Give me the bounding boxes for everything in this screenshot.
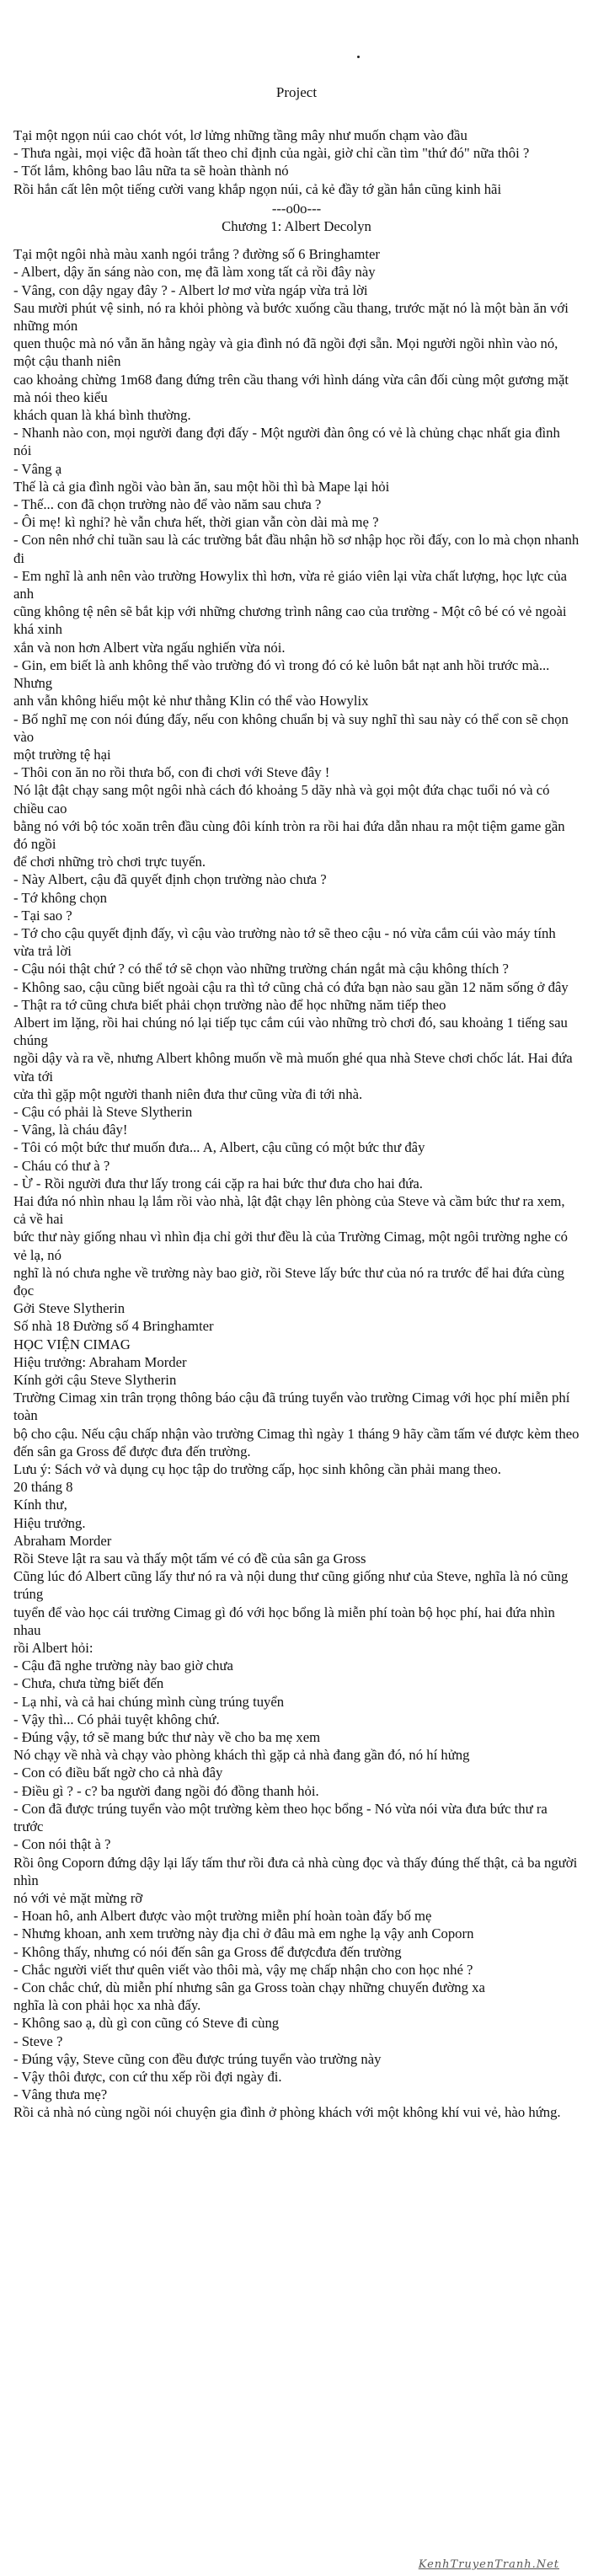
story-line: Abraham Morder (13, 1532, 112, 1549)
story-line: bộ cho cậu. Nếu cậu chấp nhận vào trường Cimag thì ngày 1 tháng 9 hãy cầm tấm vé được kèm theo (13, 1425, 580, 1442)
story-line: tuyển để vào học cái trường Cimag gì đó với học bổng là miễn phí toàn bộ học phí, hai đứa nhìn nhau (13, 1604, 555, 1638)
story-line: - Nhanh nào con, mọi người đang đợi đấy - Một người đàn ông có vẻ là chủng chạc nhất gia đình nói (13, 425, 560, 459)
story-line: - Tôi có một bức thư muốn đưa... A, Albert, cậu cũng có một bức thư đây (13, 1139, 425, 1156)
story-line: - Chắc người viết thư quên viết vào thôi mà, vậy mẹ chấp nhận cho con học nhé ? (13, 1961, 473, 1978)
watermark-text: KenhTruyenTranh.Net (418, 2558, 559, 2571)
story-line: Cũng lúc đó Albert cũng lấy thư nó ra và nội dung thư cũng giống như của Steve, nghĩa là nó cũng trúng (13, 1568, 569, 1603)
story-line: quen thuộc mà nó vẫn ăn hằng ngày và gia đình nó đã ngồi đợi sẵn. Mọi người ngồi nhìn vào nó, một cậu thanh niên (13, 335, 558, 370)
story-line: anh vẫn không hiểu một kẻ như thằng Klin có thể vào Howylix (13, 693, 369, 710)
story-line: bằng nó với bộ tóc xoăn trên đầu cùng đôi kính tròn ra rồi hai đứa dẫn nhau ra một tiệm game gần đó ngồi (13, 817, 565, 852)
story-line: Rồi ông Coporn đứng dậy lại lấy tấm thư rồi đưa cả nhà cùng đọc và thấy đúng thế thật, cả ba người nhìn (13, 1854, 578, 1888)
story-line: - Con nói thật à ? (13, 1836, 111, 1853)
story-line: - Không sao, cậu cũng biết ngoài cậu ra thì tớ cũng chả có đứa bạn nào sau gần 12 năm sống ở đây (13, 978, 569, 995)
intro-paragraph: Rồi hắn cất lên một tiếng cười vang khắp ngọn núi, cả kẻ đầy tớ gần hắn cũng kinh hãi (13, 180, 502, 197)
story-line: Albert im lặng, rồi hai chúng nó lại tiếp tục cắm cúi vào những trò chơi đó, sau khoảng 1 tiếng sau chúng (13, 1014, 568, 1049)
story-line: - Nhưng khoan, anh xem trường này địa chỉ ở đâu mà em nghe lạ vậy anh Coporn (13, 1925, 474, 1942)
story-line: Sau mười phút vệ sinh, nó ra khỏi phòng và bước xuống cầu thang, trước mặt nó là một bàn ăn với những món (13, 299, 569, 335)
story-line: - Đúng vậy, Steve cũng con đều được trúng tuyển vào trường này (13, 2050, 382, 2067)
story-line: - Con có điều bất ngờ cho cả nhà đây (13, 1765, 223, 1781)
chapter-title: Chương 1: Albert Decolyn (222, 218, 371, 235)
story-line: - Vâng thưa mẹ? (13, 2086, 108, 2103)
story-line: - Chưa, chưa từng biết đến (13, 1675, 164, 1692)
story-line: Kính thư, (13, 1497, 67, 1513)
story-line: - Cậu nói thật chứ ? có thể tớ sẽ chọn vào những trường chán ngắt mà cậu không thích ? (13, 961, 509, 977)
story-line: Lưu ý: Sách vở và dụng cụ học tập do trường cấp, học sinh không cần phải mang theo. (13, 1461, 501, 1478)
story-line: Nó lật đật chạy sang một ngôi nhà cách đó khoảng 5 dãy nhà và gọi một đứa chạc tuổi nó và có chiều cao (13, 782, 550, 817)
document-title: Project (275, 84, 318, 100)
intro-paragraph: - Tốt lắm, không bao lâu nữa ta sẽ hoàn thành nó (13, 163, 289, 179)
story-line: - Albert, dậy ăn sáng nào con, mẹ đã làm xong tất cả rồi đây này (13, 264, 376, 281)
story-line: Hiệu trưởng. (13, 1514, 86, 1531)
story-line: - Không sao ạ, dù gì con cũng có Steve đi cùng (13, 2015, 280, 2032)
story-line: Rồi Steve lật ra sau và thấy một tấm vé có đề của sân ga Gross (13, 1550, 366, 1567)
story-line: - Ôi mẹ! kì nghỉ? hè vẫn chưa hết, thời gian vẫn còn dài mà mẹ ? (13, 514, 379, 531)
story-line: bức thư này giống nhau vì nhìn địa chỉ gởi thư đều là của Trường Cimag, một ngôi trường nghe có vẻ lạ, nó (13, 1229, 568, 1263)
story-line: 20 tháng 8 (13, 1479, 73, 1496)
story-line: - Vâng ạ (13, 460, 62, 477)
story-line: - Vâng, là cháu đây! (13, 1122, 128, 1138)
story-line: - Tớ cho cậu quyết định đấy, vì cậu vào trường nào tớ sẽ theo cậu - nó vừa cắm cúi vào máy tính vừa trả lời (13, 924, 556, 960)
story-line: - Điều gì ? - c? ba người đang ngồi đó đồng thanh hỏi. (13, 1782, 319, 1799)
chapter-body (13, 245, 580, 2121)
story-line: cao khoảng chừng 1m68 đang đứng trên cầu thang với hình dáng vừa cân đối cùng một gương mặt mà nói theo kiểu (13, 371, 569, 405)
story-line: Rồi cả nhà nó cùng ngồi nói chuyện gia đình ở phòng khách với một không khí vui vẻ, hào hứng. (13, 2104, 561, 2121)
story-line: - Vậy thôi được, con cứ thu xếp rồi đợi ngày đi. (13, 2068, 282, 2085)
story-line: - Này Albert, cậu đã quyết định chọn trường nào chưa ? (13, 871, 327, 888)
story-line: Gởi Steve Slytherin (13, 1300, 126, 1317)
intro-section (13, 126, 580, 198)
story-line: - Vậy thì... Có phải tuyệt không chứ. (13, 1711, 220, 1727)
story-line: - Thôi con ăn no rồi thưa bố, con đi chơi với Steve đây ! (13, 764, 330, 781)
story-line: nghĩ là nó chưa nghe về trường này bao giờ, rồi Steve lấy bức thư của nó ra trước để hai đứa cùng đọc (13, 1264, 564, 1299)
story-line: Hai đứa nó nhìn nhau lạ lắm rồi vào nhà, lật đật chạy lên phòng của Steve và cầm bức thư ra xem, cả về hai (13, 1192, 565, 1228)
story-line: đến sân ga Gross để được đưa đến trường. (13, 1443, 251, 1459)
story-line: cũng không tệ nên sẽ bắt kịp với những chương trình nâng cao của trường - Một cô bé có vẻ ngoài khá xinh (13, 603, 567, 638)
story-line: - Không thấy, nhưng có nói đến sân ga Gross để đượcđưa đến trường (13, 1943, 402, 1960)
story-line: - Cậu đã nghe trường này bao giờ chưa (13, 1658, 233, 1674)
story-line: Nó chạy về nhà và chạy vào phòng khách thì gặp cả nhà đang gần đó, nó hí hửng (13, 1747, 470, 1764)
story-line: cửa thì gặp một người thanh niên đưa thư cũng vừa đi tới nhà. (13, 1085, 363, 1102)
story-line: khách quan là khá bình thường. (13, 407, 191, 424)
story-line: - Thật ra tớ cũng chưa biết phải chọn trường nào để học những năm tiếp theo (13, 996, 446, 1013)
story-line: ngồi dậy và ra về, nhưng Albert không muốn về mà muốn ghé qua nhà Steve chơi chốc lát. Hai đứa vừa tới (13, 1050, 573, 1084)
story-line: HỌC VIỆN CIMAG (13, 1336, 131, 1352)
story-line: - Tại sao ? (13, 907, 72, 924)
story-line: nó với vẻ mặt mừng rỡ (13, 1889, 143, 1906)
story-line: - Ừ - Rồi người đưa thư lấy trong cái cặp ra hai bức thư đưa cho hai đứa. (13, 1175, 423, 1192)
story-line: Kính gởi cậu Steve Slytherin (13, 1372, 177, 1389)
story-line: - Hoan hô, anh Albert được vào một trường miễn phí hoàn toàn đấy bố mẹ (13, 1908, 432, 1925)
story-line: Số nhà 18 Đường số 4 Bringhamter (13, 1318, 214, 1335)
story-line: rồi Albert hỏi: (13, 1640, 93, 1657)
story-line: Hiệu trưởng: Abraham Morder (13, 1353, 187, 1370)
story-line: xắn và non hơn Albert vừa ngấu nghiến vừa nói. (13, 639, 286, 656)
section-divider: ---o0o--- (271, 200, 322, 217)
story-line: - Em nghĩ là anh nên vào trường Howylix thì hơn, vừa rẻ giáo viên lại vừa chất lượng, học lực của anh (13, 567, 567, 602)
story-line: - Con nên nhớ chỉ tuần sau là các trường bắt đầu nhận hồ sơ nhập học rồi đấy, con lo mà chọn nhanh đi (13, 532, 580, 566)
story-line: Tại một ngôi nhà màu xanh ngói trắng ? đường số 6 Bringhamter (13, 246, 380, 263)
story-line: - Lạ nhỉ, và cả hai chúng mình cùng trúng tuyển (13, 1693, 285, 1710)
story-line: - Bố nghĩ mẹ con nói đúng đấy, nếu con không chuẩn bị và suy nghĩ thì sau này có thể con sẽ chọn vào (13, 710, 569, 745)
story-line: - Vâng, con dậy ngay đây ? - Albert lơ mơ vừa ngáp vừa trả lời (13, 281, 368, 298)
intro-paragraph: Tại một ngọn núi cao chót vót, lơ lửng những tầng mây như muốn chạm vào đầu (13, 127, 467, 143)
story-line: - Tớ không chọn (13, 889, 107, 906)
story-line: - Cháu có thư à ? (13, 1157, 110, 1174)
story-line: - Con đã được trúng tuyển vào một trường kèm theo học bổng - Nó vừa nói vừa đưa bức thư ra trước (13, 1800, 548, 1835)
story-line: Trường Cimag xin trân trọng thông báo cậu đã trúng tuyển vào trường Cimag với học phí miễn phí toàn (13, 1390, 570, 1424)
story-line: Thế là cả gia đình ngồi vào bàn ăn, sau một hồi thì bà Mape lại hỏi (13, 478, 390, 495)
story-line: - Con chắc chứ, dù miễn phí nhưng sân ga Gross toàn chạy những chuyến đường xa (13, 1979, 485, 1995)
story-line: - Đúng vậy, tớ sẽ mang bức thư này về cho ba mẹ xem (13, 1729, 321, 1746)
story-line: - Cậu có phải là Steve Slytherin (13, 1103, 193, 1120)
page-dot (357, 56, 360, 58)
story-line: để chơi những trò chơi trực tuyến. (13, 854, 206, 870)
intro-paragraph: - Thưa ngài, mọi việc đã hoàn tất theo chỉ định của ngài, giờ chỉ cần tìm "thứ đó" nữa thôi ? (13, 145, 530, 162)
story-line: - Steve ? (13, 2032, 63, 2049)
story-line: một trường tệ hại (13, 746, 111, 763)
story-line: - Thế... con đã chọn trường nào để vào năm sau chưa ? (13, 496, 322, 513)
story-line: - Gin, em biết là anh không thể vào trường đó vì trong đó có kẻ luôn bắt nạt anh hồi trước mà... Nhưng (13, 656, 550, 692)
story-line: nghĩa là con phải học xa nhà đấy. (13, 1997, 201, 2014)
